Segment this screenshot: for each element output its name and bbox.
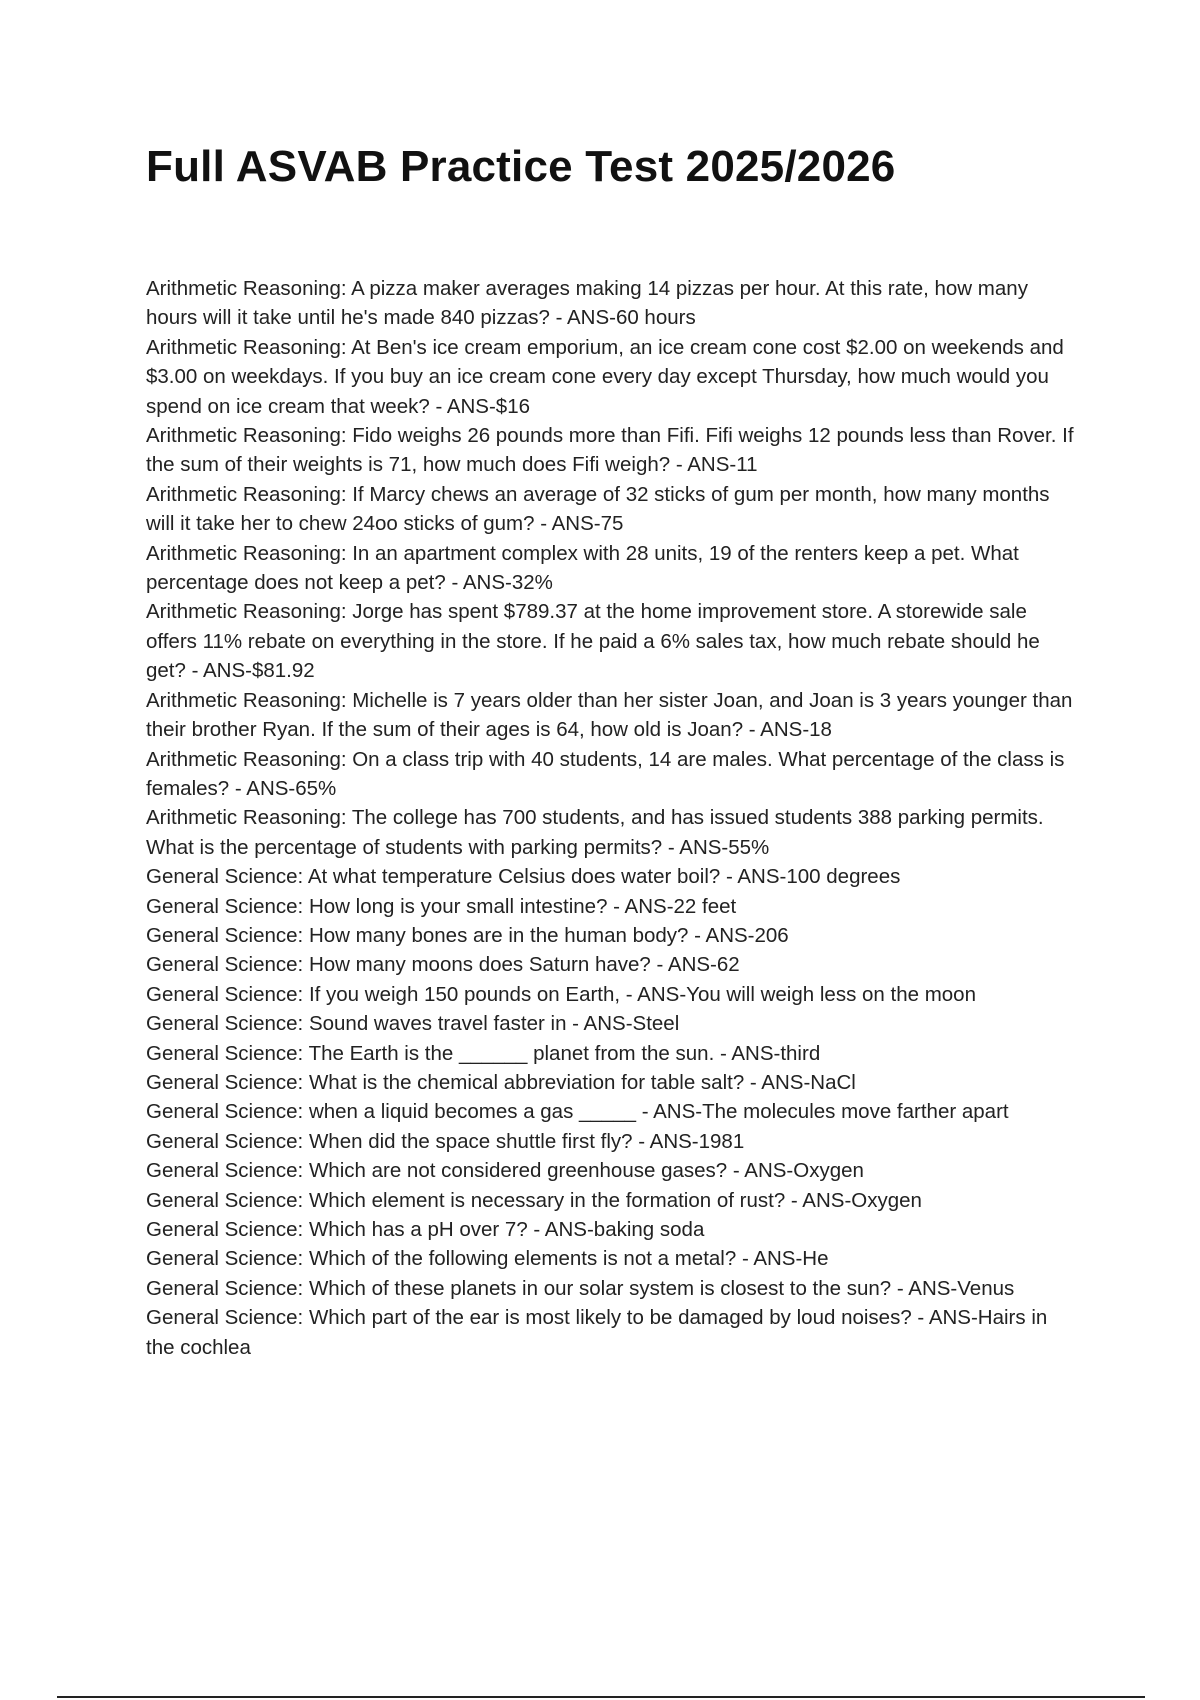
qa-item: General Science: when a liquid becomes a gas _____ - ANS-The molecules move farther apart <box>146 1100 1009 1124</box>
qa-item: General Science: The Earth is the ______ planet from the sun. - ANS-third <box>146 1041 821 1065</box>
qa-item: General Science: Which of the following elements is not a metal? - ANS-He <box>146 1247 829 1271</box>
qa-item: Arithmetic Reasoning: The college has 700 students, and has issued students 388 parking permits. What is the percentage of students with parking permits? - ANS-55% <box>146 806 1044 859</box>
qa-item: General Science: How long is your small intestine? - ANS-22 feet <box>146 894 737 918</box>
qa-item: General Science: What is the chemical abbreviation for table salt? - ANS-NaCl <box>146 1070 856 1094</box>
qa-item: Arithmetic Reasoning: At Ben's ice cream emporium, an ice cream cone cost $2.00 on weekends and $3.00 on weekdays. If you buy an ice cream cone every day except Thursday, how much would you spend on ice cream that week? - ANS-$16 <box>146 335 1064 418</box>
qa-item: General Science: Which element is necessary in the formation of rust? - ANS-Oxygen <box>146 1188 922 1212</box>
page-title: Full ASVAB Practice Test 2025/2026 <box>146 142 896 191</box>
qa-item: Arithmetic Reasoning: A pizza maker averages making 14 pizzas per hour. At this rate, how many hours will it take until he's made 840 pizzas? - ANS-60 hours <box>146 277 1028 330</box>
footer-divider <box>57 1696 1145 1698</box>
qa-item: General Science: If you weigh 150 pounds on Earth, - ANS-You will weigh less on the moon <box>146 982 976 1006</box>
qa-item: Arithmetic Reasoning: Jorge has spent $789.37 at the home improvement store. A storewide sale offers 11% rebate on everything in the store. If he paid a 6% sales tax, how much rebate should he get? - ANS-$81.92 <box>146 600 1040 683</box>
qa-item: General Science: How many bones are in the human body? - ANS-206 <box>146 923 789 947</box>
qa-item: Arithmetic Reasoning: Fido weighs 26 pounds more than Fifi. Fifi weighs 12 pounds less than Rover. If the sum of their weights is 71, how much does Fifi weigh? - ANS-11 <box>146 424 1074 477</box>
qa-item: General Science: At what temperature Celsius does water boil? - ANS-100 degrees <box>146 865 901 889</box>
qa-item: General Science: Sound waves travel faster in - ANS-Steel <box>146 1012 680 1036</box>
qa-item: Arithmetic Reasoning: In an apartment complex with 28 units, 19 of the renters keep a pet. What percentage does not keep a pet? - ANS-32% <box>146 541 1019 595</box>
qa-item: General Science: How many moons does Saturn have? - ANS-62 <box>146 953 740 977</box>
qa-item: Arithmetic Reasoning: On a class trip with 40 students, 14 are males. What percentage of the class is females? - ANS-65% <box>146 747 1065 800</box>
qa-item: Arithmetic Reasoning: If Marcy chews an average of 32 sticks of gum per month, how many months will it take her to chew 24oo sticks of gum? - ANS-75 <box>146 482 1050 536</box>
qa-item: General Science: Which part of the ear is most likely to be damaged by loud noises? - ANS-Hairs in the cochlea <box>146 1306 1048 1359</box>
qa-item: General Science: Which of these planets in our solar system is closest to the sun? - ANS-Venus <box>146 1276 1015 1300</box>
qa-item: General Science: Which has a pH over 7? - ANS-baking soda <box>146 1218 705 1241</box>
qa-item: General Science: Which are not considered greenhouse gases? - ANS-Oxygen <box>146 1159 864 1183</box>
qa-item: Arithmetic Reasoning: Michelle is 7 years older than her sister Joan, and Joan is 3 years younger than their brother Ryan. If the sum of their ages is 64, how old is Joan? - ANS-18 <box>146 688 1073 742</box>
qa-item: General Science: When did the space shuttle first fly? - ANS-1981 <box>146 1129 745 1153</box>
qa-list <box>146 274 1076 1362</box>
